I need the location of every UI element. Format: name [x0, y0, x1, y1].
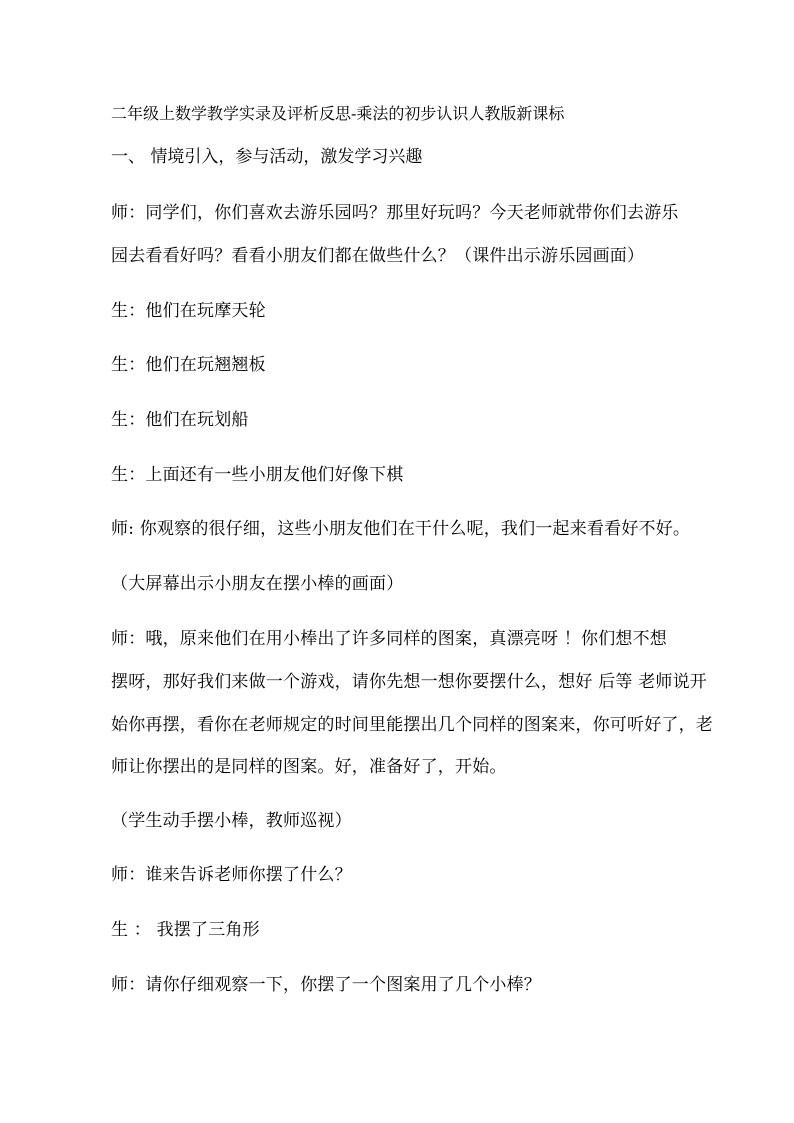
paragraph-line: 生 ： 我摆了三角形 [111, 920, 260, 940]
paragraph-line: 园去看看好吗？看看小朋友们都在做些什么？（课件出示游乐园画面） [111, 246, 645, 266]
paragraph-line: 师: 你观察的很仔细，这些小朋友他们在干什么呢，我们一起来看看好不好。 [111, 519, 691, 539]
paragraph-line: （学生动手摆小棒，教师巡视） [111, 811, 352, 831]
paragraph-line: 生：他们在玩摩天轮 [111, 301, 266, 321]
paragraph-line: 师：同学们，你们喜欢去游乐园吗？那里好玩吗？今天老师就带你们去游乐 [111, 203, 679, 223]
paragraph-line: 师：哦，原来他们在用小棒出了许多同样的图案，真漂亮呀 ！你们想不想 [111, 629, 668, 649]
paragraph-line: 师：请你仔细观察一下，你摆了一个图案用了几个小棒？ [111, 975, 541, 995]
paragraph-line: 摆呀，那好我们来做一个游戏，请你先想一想你要摆什么，想好 后等 老师说开 [111, 672, 708, 692]
paragraph-line: 师：谁来告诉老师你摆了什么？ [111, 865, 352, 885]
paragraph-line: 始你再摆，看你在老师规定的时间里能摆出几个同样的图案来，你可听好了，老 [111, 715, 713, 735]
paragraph-line: 生：上面还有一些小朋友他们好像下棋 [111, 465, 404, 485]
paragraph-line: 生：他们在玩划船 [111, 410, 249, 430]
document-title: 二年级上数学教学实录及评析反思-乘法的初步认识人教版新课标 [111, 104, 565, 123]
paragraph-line: （大屏幕出示小朋友在摆小棒的画面） [111, 574, 404, 594]
paragraph-line: 生：他们在玩翘翘板 [111, 355, 266, 375]
section-heading: 一、 情境引入，参与活动，激发学习兴趣 [111, 147, 423, 167]
paragraph-line: 师让你摆出的是同样的图案。好，准备好了，开始。 [111, 757, 507, 777]
